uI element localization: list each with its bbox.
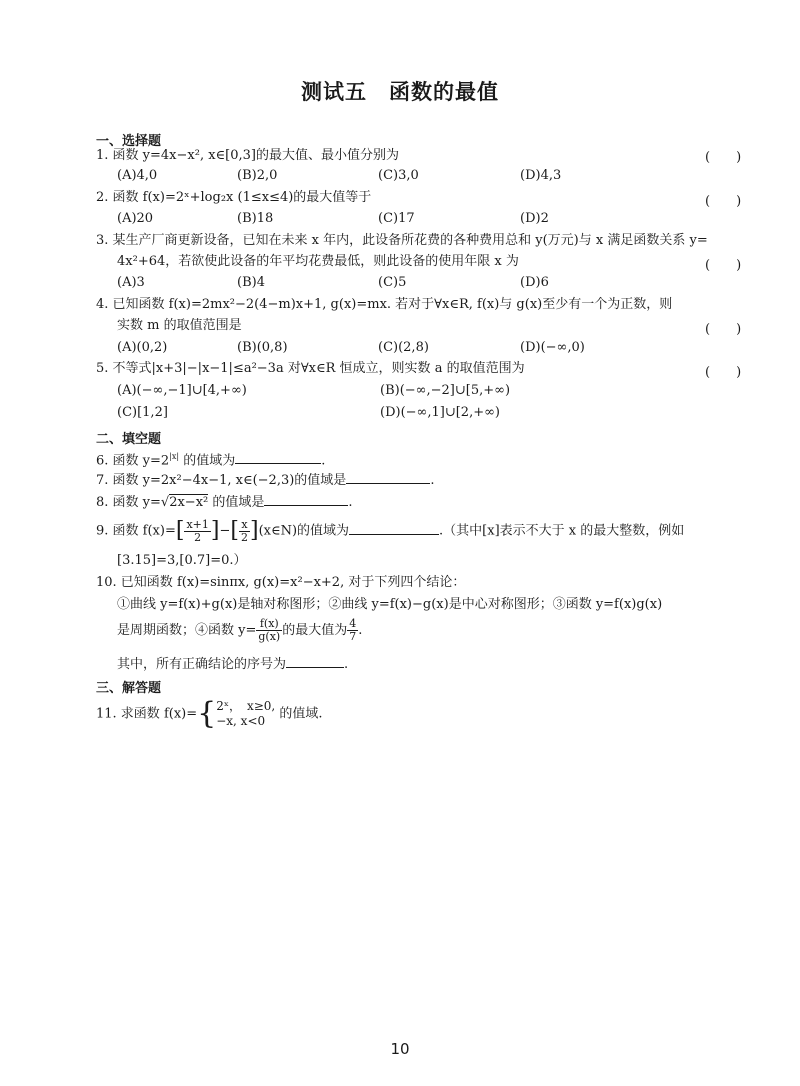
fraction-numerator: 4	[349, 617, 357, 630]
question-10-line1: 10. 已知函数 f(x)=sinπx, g(x)=x²−x+2, 对于下列四个结论：	[96, 575, 466, 590]
q8-prefix: 8. 函数 y=	[96, 495, 161, 510]
q8-radicand: 2x−x²	[169, 495, 209, 510]
fraction-numerator: x	[239, 519, 250, 532]
question-4-stem-line1: 4. 已知函数 f(x)=2mx²−2(4−m)x+1, g(x)=mx. 若对于∀x∈R, f(x)与 g(x)至少有一个为正数，则	[96, 297, 673, 312]
question-5-stem: 5. 不等式|x+3|−|x−1|≤a²−3a 对∀x∈R 恒成立，则实数 a 的取值范围为	[96, 361, 525, 376]
fraction-f-over-g	[256, 618, 282, 643]
section-heading-fill: 二、填空题	[96, 432, 162, 447]
piecewise-cases	[216, 699, 275, 729]
answer-blank-6[interactable]	[235, 450, 321, 464]
question-2-stem: 2. 函数 f(x)=2ˣ+log₂x (1≤x≤4)的最大值等于	[96, 190, 372, 205]
q8-suffix: 的值域是	[208, 495, 265, 510]
page-number: 10	[390, 1040, 410, 1058]
q8-end: .	[348, 495, 353, 510]
fraction-denominator: 2	[194, 530, 202, 544]
fraction-x-plus-1-over-2	[184, 519, 210, 544]
fraction-denominator: 2	[240, 530, 248, 544]
q3-option-b: (B)4	[237, 275, 265, 290]
question-10-line3	[117, 616, 777, 646]
q11-suffix: 的值域.	[275, 706, 323, 722]
question-8	[96, 492, 756, 511]
answer-blank-8[interactable]	[264, 492, 348, 506]
q6-suffix: 的值域为	[179, 453, 236, 469]
left-brace-icon: {	[197, 696, 217, 731]
question-10-line4	[117, 654, 777, 673]
q5-option-c: (C)[1,2]	[117, 405, 168, 420]
answer-paren-1: ( )	[705, 150, 742, 165]
q10-line3-prefix: 是周期函数；④函数 y=	[117, 623, 257, 638]
floor-bracket-open-icon: [	[175, 518, 185, 543]
q3-option-a: (A)3	[117, 275, 145, 290]
fraction-x-over-2	[239, 519, 250, 544]
q10-line3-end: .	[358, 623, 363, 638]
q5-option-d: (D)(−∞,1]∪[2,+∞)	[380, 405, 500, 420]
section-heading-solve: 三、解答题	[96, 681, 162, 696]
q6-prefix: 6. 函数 y=2	[96, 453, 170, 469]
answer-paren-2: ( )	[705, 194, 742, 209]
q4-option-a: (A)(0,2)	[117, 340, 168, 355]
answer-blank-9[interactable]	[349, 521, 439, 535]
q1-option-b: (B)2,0	[237, 168, 278, 183]
q10-end: .	[344, 657, 349, 672]
sqrt-sign-icon: √	[160, 495, 170, 510]
answer-blank-7[interactable]	[346, 470, 430, 484]
fraction-denominator: g(x)	[258, 630, 281, 643]
q2-option-d: (D)2	[520, 211, 549, 226]
q1-option-c: (C)3,0	[378, 168, 419, 183]
q9-minus: −	[219, 523, 231, 539]
q2-option-c: (C)17	[378, 211, 415, 226]
fraction-denominator: 7	[349, 630, 357, 643]
q4-option-c: (C)(2,8)	[378, 340, 429, 355]
q4-option-b: (B)(0,8)	[237, 340, 288, 355]
floor-bracket-close-icon: ]	[249, 518, 259, 543]
q1-option-a: (A)4,0	[117, 168, 158, 183]
q5-option-b: (B)(−∞,−2]∪[5,+∞)	[380, 383, 511, 398]
q10-line4-text: 其中，所有正确结论的序号为	[117, 657, 287, 672]
floor-bracket-close-icon: ]	[210, 518, 220, 543]
answer-paren-4: ( )	[705, 322, 742, 337]
q6-exponent: |x|	[169, 452, 180, 461]
piecewise-case-2: −x, x<0	[216, 714, 266, 728]
q10-line3-middle: 的最大值为	[282, 623, 348, 638]
question-9-line2: [3.15]=3,[0.7]=0.）	[117, 553, 247, 568]
q4-option-d: (D)(−∞,0)	[520, 340, 585, 355]
answer-blank-10[interactable]	[286, 654, 344, 668]
q1-option-d: (D)4,3	[520, 168, 562, 183]
question-6	[96, 449, 756, 469]
q6-end: .	[321, 453, 326, 469]
piecewise-case-1: 2ˣ， x≥0,	[216, 699, 276, 713]
answer-paren-3: ( )	[705, 258, 742, 273]
q7-prefix: 7. 函数 y=2x²−4x−1, x∈(−2,3)的值域是	[96, 473, 347, 488]
q11-prefix: 11. 求函数 f(x)=	[96, 706, 198, 722]
question-11	[96, 696, 756, 733]
q3-option-d: (D)6	[520, 275, 549, 290]
q2-option-a: (A)20	[117, 211, 154, 226]
q9-prefix: 9. 函数 f(x)=	[96, 523, 176, 539]
question-3-stem-line2: 4x²+64，若欲使此设备的年平均花费最低，则此设备的使用年限 x 为	[117, 254, 519, 269]
question-1-stem: 1. 函数 y=4x−x², x∈[0,3]的最大值、最小值分别为	[96, 148, 399, 163]
q2-option-b: (B)18	[237, 211, 274, 226]
q3-option-c: (C)5	[378, 275, 407, 290]
fraction-numerator: f(x)	[256, 618, 282, 631]
fraction-numerator: x+1	[186, 517, 209, 531]
floor-bracket-open-icon: [	[230, 518, 239, 543]
q7-end: .	[430, 473, 435, 488]
question-4-stem-line2: 实数 m 的取值范围是	[117, 318, 242, 333]
question-3-stem-line1: 3. 某生产厂商更新设备，已知在未来 x 年内，此设备所花费的各种费用总和 y(万元)与 x 满足函数关系 y=	[96, 233, 708, 248]
answer-paren-5: ( )	[705, 365, 742, 380]
q9-suffix: (x∈N)的值域为	[258, 523, 350, 539]
question-10-line2: ①曲线 y=f(x)+g(x)是轴对称图形；②曲线 y=f(x)−g(x)是中心对称图形；③函数 y=f(x)g(x)	[117, 597, 663, 612]
q9-tail: .（其中[x]表示不大于 x 的最大整数，例如	[439, 523, 685, 539]
section-heading-choice: 一、选择题	[96, 134, 162, 149]
q5-option-a: (A)(−∞,−1]∪[4,+∞)	[117, 383, 247, 398]
fraction-4-over-7	[347, 618, 358, 643]
page-title: 测试五 函数的最值	[301, 80, 499, 104]
question-7	[96, 470, 756, 489]
question-9	[96, 516, 756, 547]
